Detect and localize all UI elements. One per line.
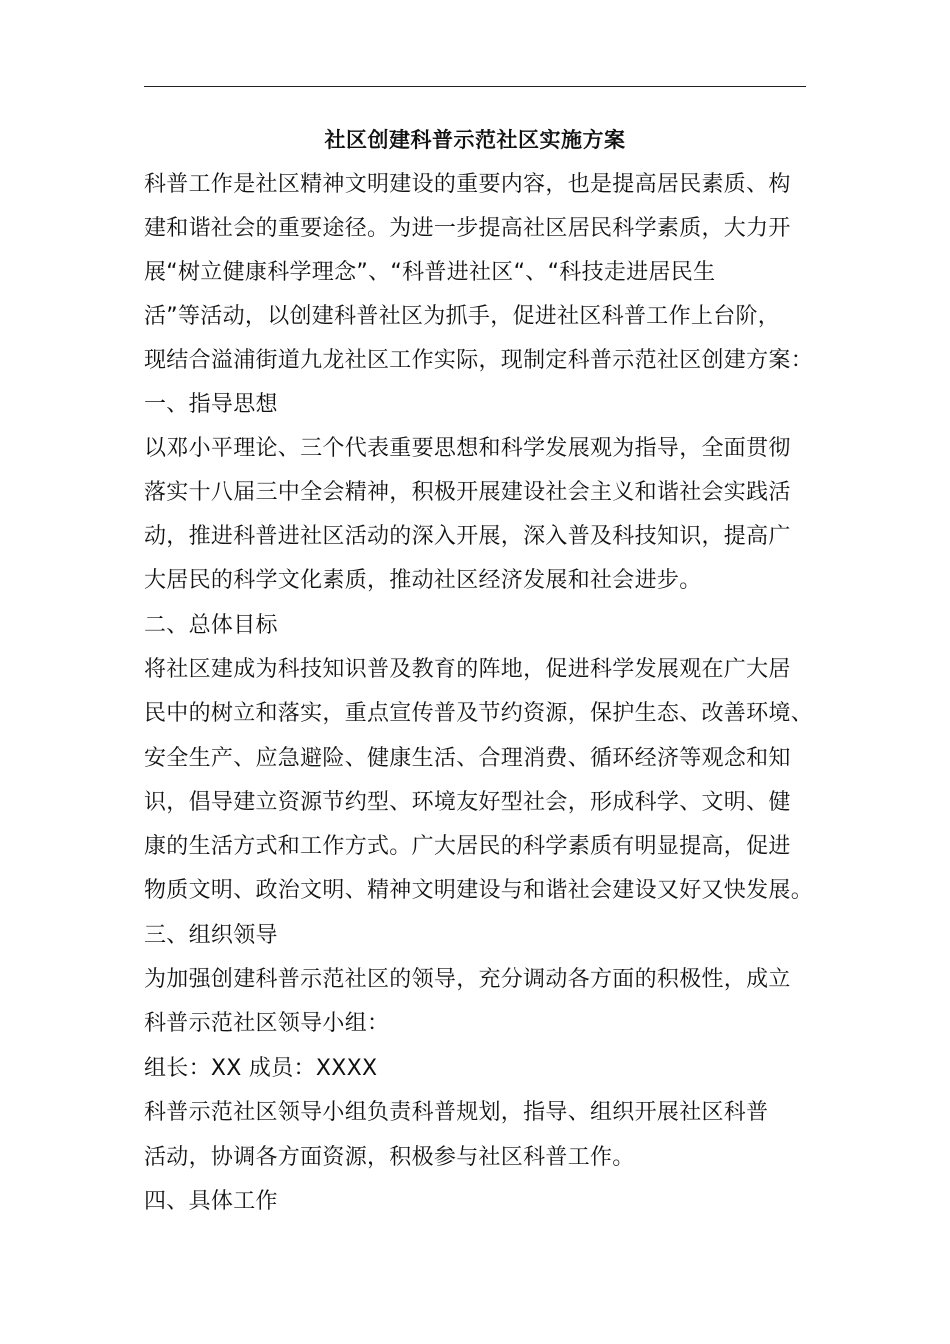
paragraph-line: 科普示范社区领导小组： (144, 1011, 390, 1036)
leader-members-line: 组长：XX 成员：XXXX (144, 1056, 378, 1081)
paragraph-line: 为加强创建科普示范社区的领导，充分调动各方面的积极性，成立 (144, 967, 791, 992)
paragraph-line: 建和谐社会的重要途径。为进一步提高社区居民科学素质，大力开 (144, 216, 791, 241)
paragraph-line: 活”等活动，以创建科普社区为抓手，促进社区科普工作上台阶， (144, 304, 781, 329)
paragraph-line: 民中的树立和落实，重点宣传普及节约资源，保护生态、改善环境、 (144, 701, 814, 726)
paragraph-line: 以邓小平理论、三个代表重要思想和科学发展观为指导，全面贯彻 (144, 436, 791, 461)
document-title: 社区创建科普示范社区实施方案 (324, 128, 626, 152)
paragraph-line: 安全生产、应急避险、健康生活、合理消费、循环经济等观念和知 (144, 746, 791, 771)
paragraph-line: 展“树立健康科学理念”、“科普进社区“、“科技走进居民生 (144, 260, 716, 285)
section-heading-organization: 三、组织领导 (144, 923, 278, 948)
paragraph-line: 科普工作是社区精神文明建设的重要内容，也是提高居民素质、构 (144, 172, 791, 197)
paragraph-line: 科普示范社区领导小组负责科普规划，指导、组织开展社区科普 (144, 1100, 769, 1125)
paragraph-line: 落实十八届三中全会精神，积极开展建设社会主义和谐社会实践活 (144, 480, 791, 505)
paragraph-line: 康的生活方式和工作方式。广大居民的科学素质有明显提高，促进 (144, 834, 791, 859)
paragraph-line: 物质文明、政治文明、精神文明建设与和谐社会建设又好又快发展。 (144, 878, 814, 903)
header-rule (144, 86, 806, 87)
section-heading-specific-work: 四、具体工作 (144, 1189, 278, 1214)
paragraph-line: 识，倡导建立资源节约型、环境友好型社会，形成科学、文明、健 (144, 790, 791, 815)
paragraph-line: 动，推进科普进社区活动的深入开展，深入普及科技知识，提高广 (144, 524, 791, 549)
paragraph-line: 将社区建成为科技知识普及教育的阵地，促进科学发展观在广大居 (144, 657, 791, 682)
paragraph-line: 活动，协调各方面资源，积极参与社区科普工作。 (144, 1145, 635, 1170)
section-heading-overall-goals: 二、总体目标 (144, 613, 278, 638)
section-heading-guiding-ideology: 一、指导思想 (144, 392, 278, 417)
paragraph-line: 大居民的科学文化素质，推动社区经济发展和社会进步。 (144, 568, 702, 593)
paragraph-line: 现结合溢浦街道九龙社区工作实际，现制定科普示范社区创建方案： (144, 348, 814, 373)
